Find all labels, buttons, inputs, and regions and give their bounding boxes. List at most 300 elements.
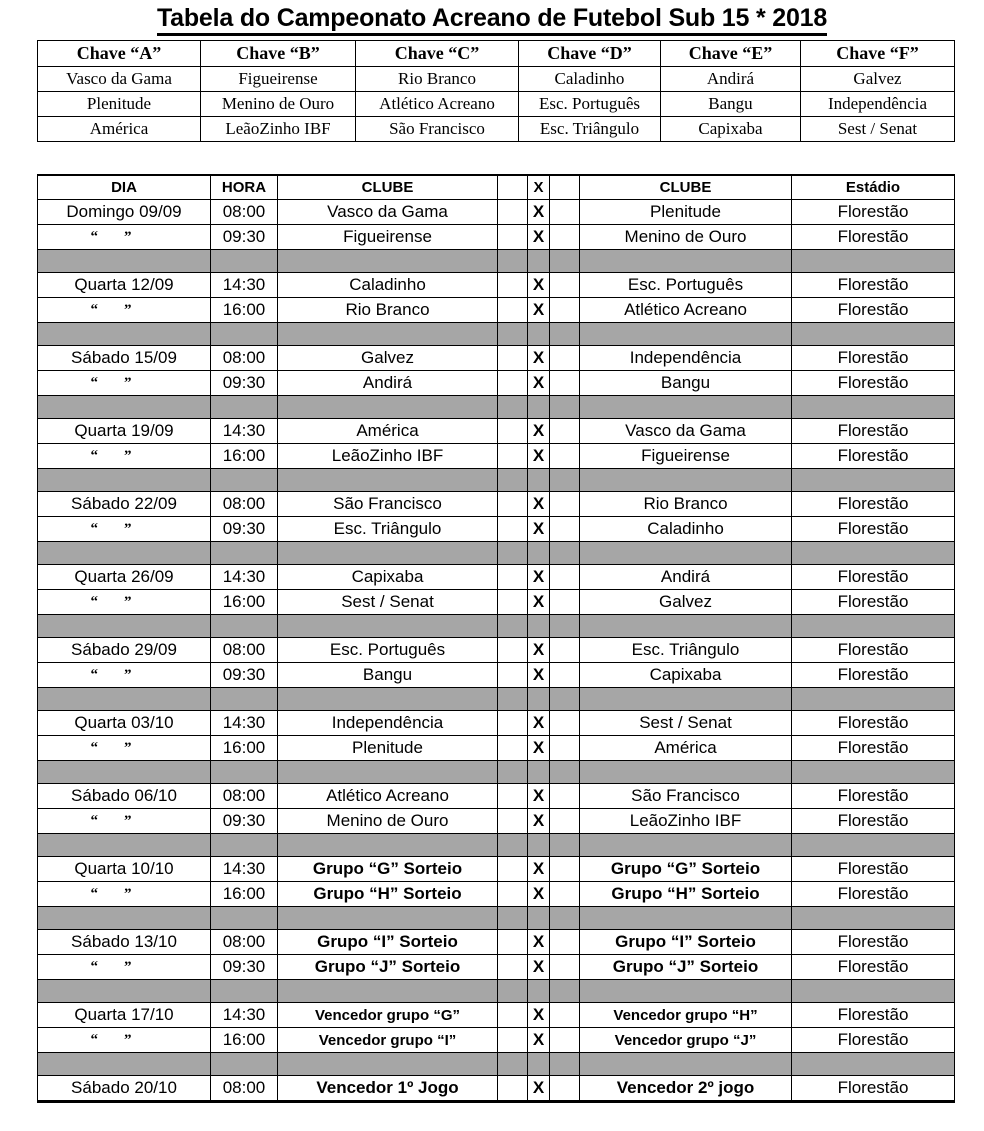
home-team: Grupo “G” Sorteio — [278, 857, 498, 882]
match-date: Domingo 09/09 — [38, 200, 211, 225]
separator-cell — [38, 761, 211, 784]
match-time: 14:30 — [211, 857, 278, 882]
away-team: Bangu — [580, 371, 792, 396]
table-row — [38, 736, 955, 761]
home-team: Independência — [278, 711, 498, 736]
versus-marker: X — [528, 298, 550, 323]
separator-cell — [528, 980, 550, 1003]
group-header-f: Chave “F” — [801, 41, 955, 67]
separator-cell — [550, 615, 580, 638]
schedule-table-body — [38, 200, 955, 1102]
versus-marker: X — [528, 590, 550, 615]
match-time: 09:30 — [211, 955, 278, 980]
versus-marker: X — [528, 1076, 550, 1102]
match-date: Quarta 26/09 — [38, 565, 211, 590]
separator-row — [38, 688, 955, 711]
separator-cell — [792, 980, 955, 1003]
home-score-cell — [498, 1076, 528, 1102]
match-date: “” — [38, 1028, 211, 1053]
separator-cell — [580, 907, 792, 930]
separator-cell — [792, 688, 955, 711]
match-time: 16:00 — [211, 298, 278, 323]
separator-cell — [550, 542, 580, 565]
separator-cell — [38, 323, 211, 346]
away-team: Sest / Senat — [580, 711, 792, 736]
away-score-cell — [550, 200, 580, 225]
match-date: “” — [38, 444, 211, 469]
separator-cell — [278, 469, 498, 492]
home-score-cell — [498, 1003, 528, 1028]
match-date: Sábado 06/10 — [38, 784, 211, 809]
separator-cell — [498, 761, 528, 784]
table-row — [38, 857, 955, 882]
home-score-cell — [498, 371, 528, 396]
away-score-cell — [550, 638, 580, 663]
separator-cell — [211, 980, 278, 1003]
separator-cell — [550, 688, 580, 711]
away-score-cell — [550, 711, 580, 736]
separator-cell — [211, 761, 278, 784]
match-venue: Florestão — [792, 955, 955, 980]
separator-cell — [792, 834, 955, 857]
away-team: Atlético Acreano — [580, 298, 792, 323]
match-venue: Florestão — [792, 882, 955, 907]
page-header — [0, 0, 984, 34]
home-team: Capixaba — [278, 565, 498, 590]
match-venue: Florestão — [792, 1028, 955, 1053]
group-team: Capixaba — [661, 117, 801, 142]
match-venue: Florestão — [792, 857, 955, 882]
separator-cell — [580, 542, 792, 565]
separator-cell — [580, 761, 792, 784]
match-date: “” — [38, 298, 211, 323]
separator-cell — [498, 907, 528, 930]
separator-cell — [580, 688, 792, 711]
versus-marker: X — [528, 225, 550, 250]
match-date: “” — [38, 225, 211, 250]
home-team: Galvez — [278, 346, 498, 371]
match-venue: Florestão — [792, 298, 955, 323]
group-team: Plenitude — [38, 92, 201, 117]
match-venue: Florestão — [792, 736, 955, 761]
home-score-cell — [498, 590, 528, 615]
away-team: Grupo “G” Sorteio — [580, 857, 792, 882]
separator-cell — [580, 834, 792, 857]
home-team: Vasco da Gama — [278, 200, 498, 225]
table-row — [38, 809, 955, 834]
away-team: Capixaba — [580, 663, 792, 688]
match-venue: Florestão — [792, 492, 955, 517]
home-score-cell — [498, 565, 528, 590]
away-score-cell — [550, 955, 580, 980]
match-venue: Florestão — [792, 225, 955, 250]
groups-header-row — [38, 41, 955, 67]
group-team: São Francisco — [356, 117, 519, 142]
separator-cell — [528, 469, 550, 492]
group-team: Andirá — [661, 67, 801, 92]
match-venue: Florestão — [792, 346, 955, 371]
match-date: Quarta 03/10 — [38, 711, 211, 736]
schedule-header-row — [38, 175, 955, 200]
away-score-cell — [550, 590, 580, 615]
group-team: Caladinho — [519, 67, 661, 92]
group-team: Bangu — [661, 92, 801, 117]
match-venue: Florestão — [792, 200, 955, 225]
group-team: Independência — [801, 92, 955, 117]
page-title: Tabela do Campeonato Acreano de Futebol Sub 15 * 2018 — [157, 4, 827, 36]
separator-cell — [211, 396, 278, 419]
versus-marker: X — [528, 809, 550, 834]
separator-cell — [528, 323, 550, 346]
home-team: Vencedor 1º Jogo — [278, 1076, 498, 1102]
home-team: Esc. Triângulo — [278, 517, 498, 542]
separator-cell — [528, 542, 550, 565]
separator-cell — [498, 396, 528, 419]
away-score-cell — [550, 225, 580, 250]
match-date: “” — [38, 590, 211, 615]
match-venue: Florestão — [792, 419, 955, 444]
away-score-cell — [550, 371, 580, 396]
group-team: LeãoZinho IBF — [201, 117, 356, 142]
match-venue: Florestão — [792, 663, 955, 688]
match-time: 14:30 — [211, 273, 278, 298]
home-score-cell — [498, 784, 528, 809]
group-team: Menino de Ouro — [201, 92, 356, 117]
separator-cell — [278, 396, 498, 419]
separator-cell — [792, 542, 955, 565]
separator-cell — [38, 834, 211, 857]
home-score-cell — [498, 200, 528, 225]
table-row — [38, 517, 955, 542]
table-row — [38, 200, 955, 225]
match-date: “” — [38, 663, 211, 688]
schedule-table-container — [0, 142, 984, 1103]
away-score-cell — [550, 346, 580, 371]
away-team: Grupo “J” Sorteio — [580, 955, 792, 980]
separator-cell — [211, 469, 278, 492]
group-team: Figueirense — [201, 67, 356, 92]
table-row — [38, 663, 955, 688]
versus-marker: X — [528, 930, 550, 955]
home-team: Vencedor grupo “I” — [278, 1028, 498, 1053]
separator-cell — [278, 1053, 498, 1076]
away-score-cell — [550, 930, 580, 955]
separator-cell — [38, 469, 211, 492]
separator-cell — [580, 323, 792, 346]
table-row — [38, 882, 955, 907]
home-team: América — [278, 419, 498, 444]
match-venue: Florestão — [792, 273, 955, 298]
away-team: Rio Branco — [580, 492, 792, 517]
separator-cell — [528, 761, 550, 784]
match-time: 08:00 — [211, 200, 278, 225]
away-score-cell — [550, 882, 580, 907]
away-team: Plenitude — [580, 200, 792, 225]
match-time: 16:00 — [211, 736, 278, 761]
match-time: 16:00 — [211, 444, 278, 469]
home-score-cell — [498, 419, 528, 444]
separator-cell — [528, 907, 550, 930]
match-time: 08:00 — [211, 492, 278, 517]
separator-cell — [528, 688, 550, 711]
home-team: Grupo “I” Sorteio — [278, 930, 498, 955]
table-row — [38, 784, 955, 809]
separator-cell — [498, 542, 528, 565]
home-score-cell — [498, 298, 528, 323]
away-score-cell — [550, 517, 580, 542]
group-team: Vasco da Gama — [38, 67, 201, 92]
away-score-cell — [550, 736, 580, 761]
separator-row — [38, 615, 955, 638]
home-team: Figueirense — [278, 225, 498, 250]
versus-marker: X — [528, 444, 550, 469]
separator-cell — [792, 469, 955, 492]
column-header-clube-away: CLUBE — [580, 175, 792, 200]
separator-cell — [792, 1053, 955, 1076]
separator-cell — [498, 323, 528, 346]
match-date: Sábado 13/10 — [38, 930, 211, 955]
column-header-versus: X — [528, 175, 550, 200]
separator-cell — [211, 250, 278, 273]
separator-cell — [211, 1053, 278, 1076]
separator-cell — [38, 542, 211, 565]
separator-row — [38, 907, 955, 930]
separator-cell — [498, 688, 528, 711]
separator-cell — [38, 980, 211, 1003]
home-score-cell — [498, 857, 528, 882]
separator-cell — [278, 542, 498, 565]
separator-cell — [278, 834, 498, 857]
separator-cell — [278, 250, 498, 273]
match-venue: Florestão — [792, 1003, 955, 1028]
separator-cell — [278, 761, 498, 784]
table-row — [38, 590, 955, 615]
away-team: Vencedor grupo “J” — [580, 1028, 792, 1053]
separator-cell — [550, 761, 580, 784]
away-team: Andirá — [580, 565, 792, 590]
separator-cell — [550, 323, 580, 346]
column-header-estadio: Estádio — [792, 175, 955, 200]
match-date: Quarta 17/10 — [38, 1003, 211, 1028]
away-team: Esc. Triângulo — [580, 638, 792, 663]
separator-cell — [498, 834, 528, 857]
match-venue: Florestão — [792, 930, 955, 955]
match-date: Sábado 29/09 — [38, 638, 211, 663]
separator-cell — [528, 250, 550, 273]
group-header-c: Chave “C” — [356, 41, 519, 67]
group-team: Galvez — [801, 67, 955, 92]
match-date: Sábado 22/09 — [38, 492, 211, 517]
separator-cell — [792, 907, 955, 930]
versus-marker: X — [528, 857, 550, 882]
home-score-cell — [498, 882, 528, 907]
separator-cell — [792, 323, 955, 346]
home-team: LeãoZinho IBF — [278, 444, 498, 469]
groups-table-body — [38, 67, 955, 142]
away-team: Esc. Português — [580, 273, 792, 298]
match-date: “” — [38, 517, 211, 542]
match-venue: Florestão — [792, 444, 955, 469]
match-date: “” — [38, 371, 211, 396]
match-venue: Florestão — [792, 565, 955, 590]
versus-marker: X — [528, 565, 550, 590]
versus-marker: X — [528, 736, 550, 761]
away-score-cell — [550, 419, 580, 444]
separator-cell — [278, 688, 498, 711]
match-date: Quarta 12/09 — [38, 273, 211, 298]
separator-cell — [38, 396, 211, 419]
away-score-cell — [550, 857, 580, 882]
separator-cell — [211, 542, 278, 565]
versus-marker: X — [528, 784, 550, 809]
versus-marker: X — [528, 882, 550, 907]
away-score-cell — [550, 565, 580, 590]
home-score-cell — [498, 711, 528, 736]
separator-cell — [278, 980, 498, 1003]
table-row — [38, 1003, 955, 1028]
group-team: Rio Branco — [356, 67, 519, 92]
match-time: 08:00 — [211, 784, 278, 809]
separator-cell — [528, 396, 550, 419]
group-header-e: Chave “E” — [661, 41, 801, 67]
match-date: “” — [38, 882, 211, 907]
home-score-cell — [498, 930, 528, 955]
table-row — [38, 92, 955, 117]
separator-cell — [580, 980, 792, 1003]
home-team: Caladinho — [278, 273, 498, 298]
separator-cell — [550, 469, 580, 492]
separator-row — [38, 761, 955, 784]
table-row — [38, 955, 955, 980]
match-venue: Florestão — [792, 590, 955, 615]
home-team: Atlético Acreano — [278, 784, 498, 809]
home-score-cell — [498, 809, 528, 834]
versus-marker: X — [528, 663, 550, 688]
group-team: Sest / Senat — [801, 117, 955, 142]
home-team: Rio Branco — [278, 298, 498, 323]
match-time: 09:30 — [211, 225, 278, 250]
table-row — [38, 444, 955, 469]
away-team: Vencedor 2º jogo — [580, 1076, 792, 1102]
home-team: Andirá — [278, 371, 498, 396]
table-row — [38, 67, 955, 92]
match-time: 16:00 — [211, 1028, 278, 1053]
match-time: 14:30 — [211, 711, 278, 736]
versus-marker: X — [528, 346, 550, 371]
table-row — [38, 419, 955, 444]
away-score-cell — [550, 492, 580, 517]
home-team: Grupo “J” Sorteio — [278, 955, 498, 980]
table-row — [38, 346, 955, 371]
home-team: Plenitude — [278, 736, 498, 761]
column-header-hora: HORA — [211, 175, 278, 200]
table-row — [38, 273, 955, 298]
match-date: “” — [38, 809, 211, 834]
group-team: Esc. Português — [519, 92, 661, 117]
separator-cell — [528, 1053, 550, 1076]
home-team: São Francisco — [278, 492, 498, 517]
home-score-cell — [498, 444, 528, 469]
separator-cell — [580, 1053, 792, 1076]
away-team: Figueirense — [580, 444, 792, 469]
separator-cell — [211, 688, 278, 711]
versus-marker: X — [528, 419, 550, 444]
separator-cell — [550, 834, 580, 857]
away-score-cell — [550, 663, 580, 688]
separator-row — [38, 834, 955, 857]
separator-cell — [498, 1053, 528, 1076]
groups-table-container — [0, 34, 984, 142]
column-header-clube-home: CLUBE — [278, 175, 498, 200]
separator-cell — [38, 907, 211, 930]
separator-cell — [580, 615, 792, 638]
schedule-table — [37, 174, 955, 1103]
versus-marker: X — [528, 273, 550, 298]
match-venue: Florestão — [792, 1076, 955, 1102]
separator-cell — [38, 1053, 211, 1076]
separator-cell — [211, 907, 278, 930]
away-score-cell — [550, 444, 580, 469]
match-date: Quarta 19/09 — [38, 419, 211, 444]
separator-cell — [580, 469, 792, 492]
match-time: 08:00 — [211, 638, 278, 663]
away-team: América — [580, 736, 792, 761]
separator-cell — [498, 615, 528, 638]
separator-cell — [278, 907, 498, 930]
match-time: 16:00 — [211, 590, 278, 615]
home-score-cell — [498, 1028, 528, 1053]
home-score-cell — [498, 663, 528, 688]
group-team: Atlético Acreano — [356, 92, 519, 117]
versus-marker: X — [528, 371, 550, 396]
match-time: 14:30 — [211, 419, 278, 444]
separator-cell — [792, 250, 955, 273]
separator-cell — [498, 980, 528, 1003]
home-team: Sest / Senat — [278, 590, 498, 615]
separator-row — [38, 1053, 955, 1076]
match-time: 16:00 — [211, 882, 278, 907]
away-score-cell — [550, 1076, 580, 1102]
away-team: Caladinho — [580, 517, 792, 542]
group-header-d: Chave “D” — [519, 41, 661, 67]
separator-cell — [580, 250, 792, 273]
home-score-cell — [498, 736, 528, 761]
home-score-cell — [498, 346, 528, 371]
match-date: “” — [38, 955, 211, 980]
match-venue: Florestão — [792, 517, 955, 542]
table-row — [38, 1076, 955, 1102]
separator-row — [38, 469, 955, 492]
home-score-cell — [498, 955, 528, 980]
separator-row — [38, 396, 955, 419]
separator-cell — [528, 615, 550, 638]
away-score-cell — [550, 809, 580, 834]
separator-cell — [550, 907, 580, 930]
separator-cell — [38, 250, 211, 273]
away-team: Grupo “H” Sorteio — [580, 882, 792, 907]
separator-cell — [498, 469, 528, 492]
separator-row — [38, 542, 955, 565]
home-score-cell — [498, 225, 528, 250]
match-venue: Florestão — [792, 638, 955, 663]
match-time: 09:30 — [211, 809, 278, 834]
group-header-a: Chave “A” — [38, 41, 201, 67]
home-team: Vencedor grupo “G” — [278, 1003, 498, 1028]
match-time: 08:00 — [211, 930, 278, 955]
match-time: 09:30 — [211, 517, 278, 542]
match-time: 14:30 — [211, 1003, 278, 1028]
table-row — [38, 492, 955, 517]
